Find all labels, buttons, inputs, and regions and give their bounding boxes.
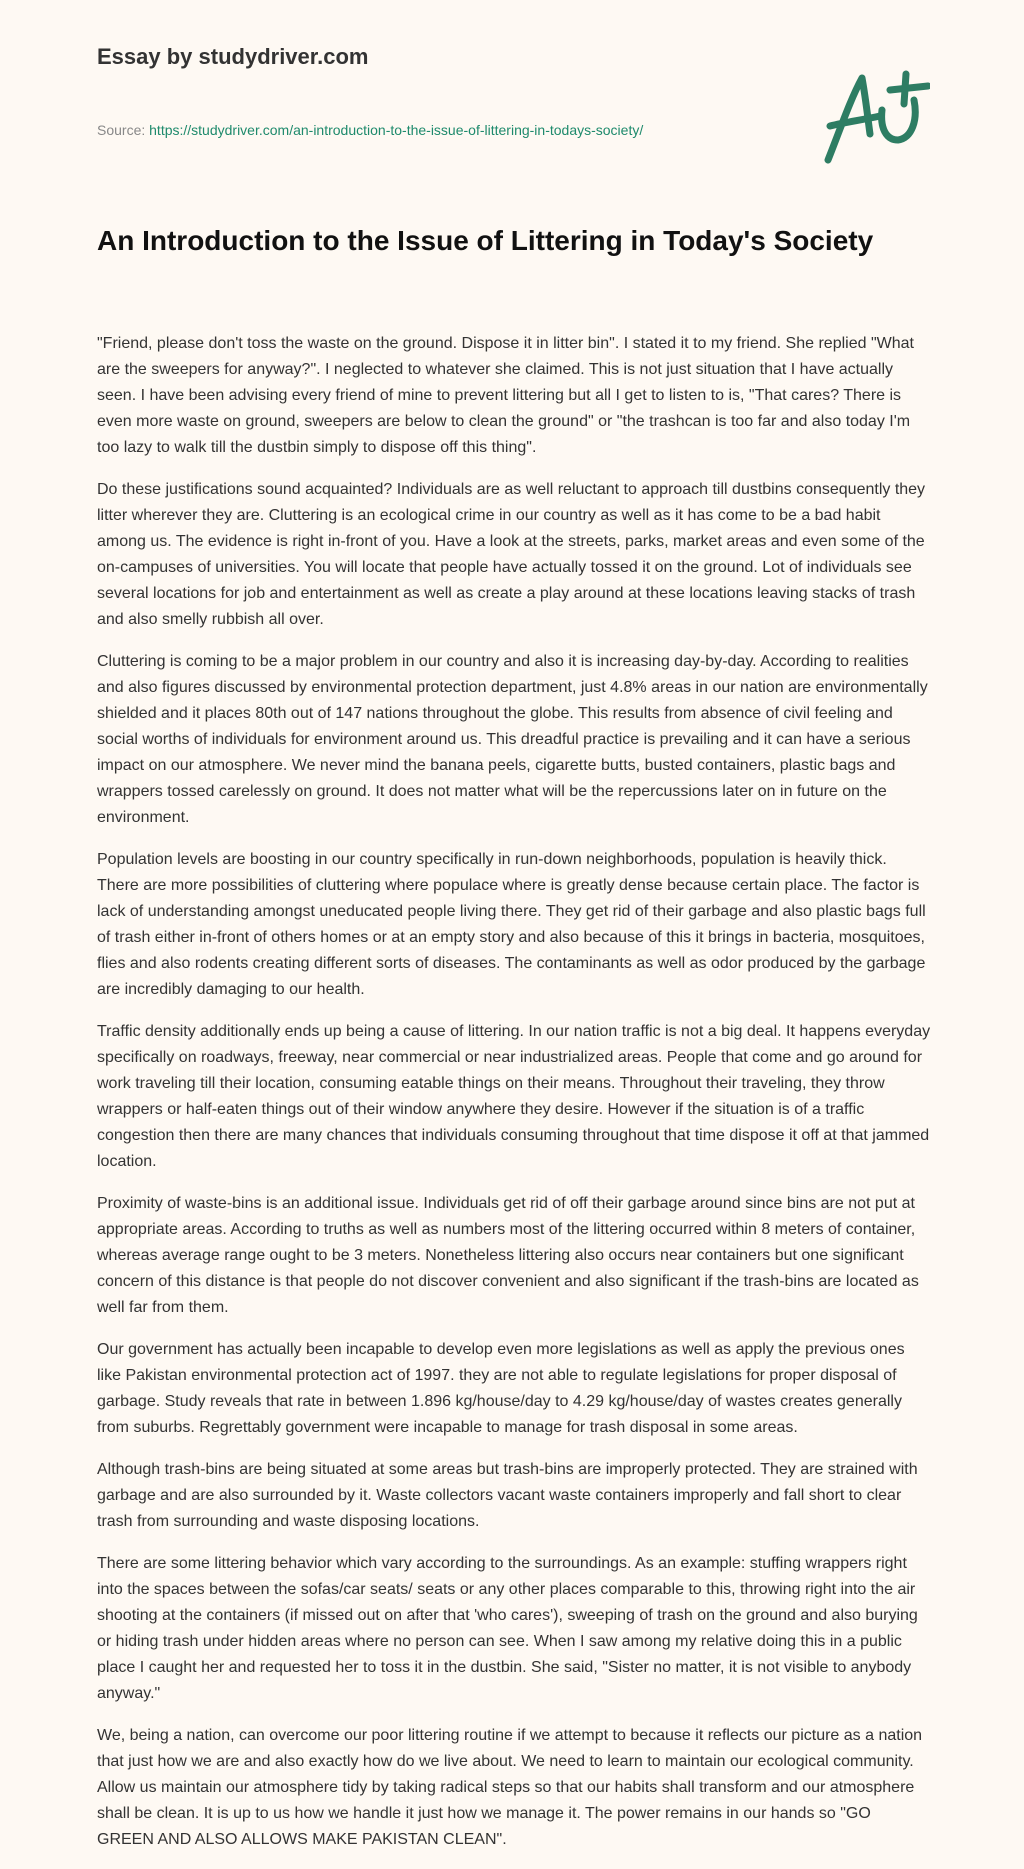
paragraph: Population levels are boosting in our country specifically in run-down neighborhoods, population is heavily thick. There are more possibilities of cluttering where populace where is greatly dense because certain place. The factor is lack of understanding amongst uneducated people living there. They get rid of their garbage and also plastic bags full of trash either in-front of others homes or at an empty story and also because of this it brings in bacteria, mosquitoes, flies and also rodents creating different sorts of diseases. The contaminants as well as odor produced by the garbage are incredibly damaging to our health. <box>97 851 926 998</box>
paragraph: Proximity of waste-bins is an additional issue. Individuals get rid of off their garbage around since bins are not put at appropriate areas. According to truths as well as numbers most of the littering occurred within 8 meters of container, whereas average range ought to be 3 meters. Nonetheless littering also occurs near containers but one significant concern of this distance is that people do not discover convenient and also significant if the trash-bins are located as well far from them. <box>97 1195 919 1316</box>
source-line <box>97 122 643 138</box>
paragraph: Traffic density additionally ends up being a cause of littering. In our nation traffic is not a big deal. It happens everyday specifically on roadways, freeway, near commercial or near industrialized areas. People that come and go around for work traveling till their location, consuming eatable things on their means. Throughout their traveling, they throw wrappers or half-eaten things out of their window anywhere they desire. However if the situation is of a traffic congestion then there are many chances that individuals consuming throughout that time dispose it off at that jammed location. <box>97 1023 931 1170</box>
a-plus-logo-icon <box>822 70 930 166</box>
paragraph: There are some littering behavior which vary according to the surroundings. As an example: stuffing wrappers right into the spaces between the sofas/car seats/ seats or any other places comparable to this, throwing right into the air shooting at the containers (if missed out on after that 'who cares'), sweeping of trash on the ground and also burying or hiding trash under hidden areas where no person can see. When I saw among my relative doing this in a public place I caught her and requested her to toss it in the dustbin. She said, "Sister no matter, it is not visible to anybody anyway." <box>97 1555 918 1702</box>
article-title: An Introduction to the Issue of Littering in Today's Society <box>97 225 874 256</box>
source-label: Source: <box>97 122 150 138</box>
paragraph: "Friend, please don't toss the waste on the ground. Dispose it in litter bin". I stated it to my friend. She replied "What are the sweepers for anyway?". I neglected to whatever she claimed. This is not just situation that I have actually seen. I have been advising every friend of mine to prevent littering but all I get to listen to is, "That cares? There is even more waste on ground, sweepers are below to clean the ground" or "the trashcan is too far and also today I'm too lazy to walk till the dustbin simply to dispose off this thing". <box>97 335 914 456</box>
paragraph: Cluttering is coming to be a major problem in our country and also it is increasing day-by-day. According to realities and also figures discussed by environmental protection department, just 4.8% areas in our nation are environmentally shielded and it places 80th out of 147 nations throughout the globe. This results from absence of civil feeling and social worths of individuals for environment around us. This dreadful practice is prevailing and it can have a serious impact on our atmosphere. We never mind the banana peels, cigarette butts, busted containers, plastic bags and wrappers tossed carelessly on ground. It does not matter what will be the repercussions later on in future on the environment. <box>97 653 928 826</box>
paragraph: We, being a nation, can overcome our poor littering routine if we attempt to because it reflects our picture as a nation that just how we are and also exactly how do we live about. We need to learn to maintain our ecological community. Allow us maintain our atmosphere tidy by taking radical steps so that our habits shall transform and our atmosphere shall be clean. It is up to us how we handle it just how we manage it. The power remains in our hands so "GO GREEN AND ALSO ALLOWS MAKE PAKISTAN CLEAN". <box>97 1727 923 1848</box>
paragraph: Although trash-bins are being situated at some areas but trash-bins are improperly protected. They are strained with garbage and are also surrounded by it. Waste collectors vacant waste containers improperly and fall short to clear trash from surrounding and waste disposing locations. <box>97 1461 918 1530</box>
article-body <box>97 331 931 1869</box>
paragraph: Our government has actually been incapable to develop even more legislations as well as apply the previous ones like Pakistan environmental protection act of 1997. they are not able to regulate legislations for proper disposal of garbage. Study reveals that rate in between 1.896 kg/house/day to 4.29 kg/house/day of wastes creates generally from suburbs. Regrettably government were incapable to manage for trash disposal in some areas. <box>97 1341 905 1436</box>
paragraph: Do these justifications sound acquainted? Individuals are as well reluctant to approach till dustbins consequently they litter wherever they are. Cluttering is an ecological crime in our country as well as it has come to be a bad habit among us. The evidence is right in-front of you. Have a look at the streets, parks, market areas and even some of the on-campuses of universities. You will locate that people have actually tossed it on the ground. Lot of individuals see several locations for job and entertainment as well as create a play around at these locations leaving stacks of trash and also smelly rubbish all over. <box>97 481 926 628</box>
source-link[interactable]: https://studydriver.com/an-introduction-to-the-issue-of-littering-in-todays-society/ <box>149 122 644 138</box>
site-title: Essay by studydriver.com <box>97 44 369 69</box>
